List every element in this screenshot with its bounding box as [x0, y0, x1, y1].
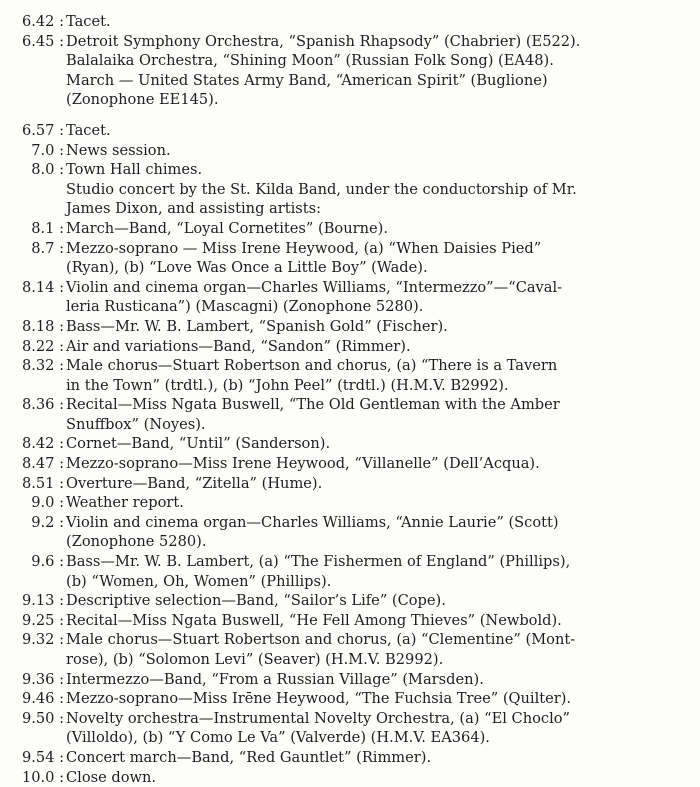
program-description: [66, 689, 690, 709]
program-entry: [0, 493, 690, 513]
program-line: (Villoldo), (b) “Y Como Le Va” (Valverde) (H.M.V. EA364).: [66, 729, 490, 747]
program-line: Town Hall chimes.: [66, 161, 203, 179]
program-entry: [0, 630, 690, 669]
program-description: [66, 12, 690, 32]
program-time: 7.0 :: [31, 141, 64, 159]
program-entry: [0, 278, 690, 317]
program-entry: [0, 219, 690, 239]
program-line: Concert march—Band, “Red Gauntlet” (Rimmer).: [66, 748, 432, 766]
program-entry: [0, 454, 690, 474]
program-entry: [0, 356, 690, 395]
program-entry: [0, 689, 690, 709]
program-time: 10.0 :: [21, 768, 64, 786]
program-description: [66, 611, 690, 631]
program-time: 9.50 :: [21, 709, 64, 727]
program-time: 8.7 :: [31, 239, 64, 257]
program-line: Tacet.: [66, 121, 111, 139]
program-entry: [0, 709, 690, 748]
program-time: 8.51 :: [21, 474, 64, 492]
program-line: March—Band, “Loyal Cornetites” (Bourne).: [66, 219, 388, 237]
program-line: in the Town” (trdtl.), (b) “John Peel” (trdtl.) (H.M.V. B2992).: [66, 376, 509, 394]
program-line: Tacet.: [66, 13, 111, 30]
program-line: Recital—Miss Ngata Buswell, “He Fell Among Thieves” (Newbold).: [66, 611, 562, 629]
program-time: 8.14 :: [21, 278, 64, 296]
program-description: [66, 160, 690, 219]
program-description: [66, 219, 690, 239]
program-line: Mezzo-soprano — Miss Irene Heywood, (a) “When Daisies Pied”: [66, 239, 542, 257]
program-line: March — United States Army Band, “American Spirit” (Buglione): [66, 71, 548, 89]
program-line: Male chorus—Stuart Robertson and chorus, (a) “There is a Tavern: [66, 357, 558, 375]
program-line: Air and variations—Band, “Sandon” (Rimmer).: [66, 337, 411, 355]
program-line: Detroit Symphony Orchestra, “Spanish Rhapsody” (Chabrier) (E522).: [66, 32, 581, 50]
program-description: [66, 337, 690, 357]
program-description: [66, 395, 690, 434]
program-line: James Dixon, and assisting artists:: [66, 200, 322, 218]
program-line: Intermezzo—Band, “From a Russian Village” (Marsden).: [66, 670, 484, 688]
program-line: (b) “Women, Oh, Women” (Phillips).: [66, 572, 332, 590]
program-line: Close down.: [66, 768, 157, 786]
program-line: Mezzo-soprano—Miss Irēne Heywood, “The Fuchsia Tree” (Quilter).: [66, 690, 572, 708]
program-time: 8.36 :: [21, 396, 64, 414]
program-line: Overture—Band, “Zitella” (Hume).: [66, 474, 323, 492]
program-line: Novelty orchestra—Instrumental Novelty Orchestra, (a) “El Choclo”: [66, 709, 570, 727]
program-line: Recital—Miss Ngata Buswell, “The Old Gentleman with the Amber: [66, 396, 560, 414]
program-time: 8.47 :: [21, 455, 64, 473]
program-entry: [0, 768, 690, 787]
program-line: Snuffbox” (Noyes).: [66, 415, 206, 433]
program-description: [66, 434, 690, 454]
program-line: Violin and cinema organ—Charles Williams, “Annie Laurie” (Scott): [66, 513, 559, 531]
program-description: [66, 513, 690, 552]
program-description: [66, 493, 690, 513]
program-line: Male chorus—Stuart Robertson and chorus, (a) “Clementine” (Mont-: [66, 631, 576, 649]
program-entry: [0, 32, 690, 110]
entry-spacer: [0, 110, 690, 121]
program-description: [66, 552, 690, 591]
program-time: 8.32 :: [21, 357, 64, 375]
program-time: 9.25 :: [21, 611, 64, 629]
program-entry: [0, 121, 690, 141]
program-description: [66, 278, 690, 317]
program-line: (Ryan), (b) “Love Was Once a Little Boy” (Wade).: [66, 259, 428, 277]
program-entry: [0, 748, 690, 768]
program-entry: [0, 160, 690, 219]
program-time: 9.6 :: [31, 553, 64, 571]
program-time: 8.0 :: [31, 161, 64, 179]
program-line: Cornet—Band, “Until” (Sanderson).: [66, 435, 331, 453]
program-time: 9.0 :: [31, 494, 64, 512]
program-time: 9.13 :: [21, 592, 64, 610]
program-line: News session.: [66, 141, 171, 159]
program-line: Bass—Mr. W. B. Lambert, “Spanish Gold” (Fischer).: [66, 317, 448, 335]
program-description: [66, 317, 690, 337]
program-description: [66, 591, 690, 611]
radio-program-listing: [0, 12, 690, 787]
program-description: [66, 32, 690, 110]
program-time: 8.22 :: [21, 337, 64, 355]
program-entry: [0, 591, 690, 611]
program-description: [66, 748, 690, 768]
program-time: 8.42 :: [21, 435, 64, 453]
program-description: [66, 768, 690, 787]
program-line: leria Rusticana”) (Mascagni) (Zonophone 5280).: [66, 298, 424, 316]
program-time: 6.57 :: [21, 121, 64, 139]
program-entry: [0, 337, 690, 357]
program-entry: [0, 552, 690, 591]
program-entry: [0, 395, 690, 434]
program-line: Balalaika Orchestra, “Shining Moon” (Russian Folk Song) (EA48).: [66, 52, 554, 70]
program-time: 6.42 :: [21, 13, 64, 30]
program-entry: [0, 12, 690, 32]
program-entry: [0, 317, 690, 337]
program-entry: [0, 474, 690, 494]
program-line: (Zonophone 5280).: [66, 533, 207, 551]
program-line: Mezzo-soprano—Miss Irene Heywood, “Villanelle” (Dell’Acqua).: [66, 455, 540, 473]
program-entry: [0, 513, 690, 552]
program-entry: [0, 141, 690, 161]
program-description: [66, 630, 690, 669]
program-entry: [0, 239, 690, 278]
program-description: [66, 121, 690, 141]
program-description: [66, 239, 690, 278]
program-line: (Zonophone EE145).: [66, 91, 219, 109]
program-line: Weather report.: [66, 494, 184, 512]
program-time: 9.2 :: [31, 513, 64, 531]
program-description: [66, 356, 690, 395]
program-time: 9.36 :: [21, 670, 64, 688]
program-description: [66, 670, 690, 690]
program-time: 6.45 :: [21, 32, 64, 50]
program-line: Violin and cinema organ—Charles Williams, “Intermezzo”—“Caval-: [66, 278, 563, 296]
program-line: Bass—Mr. W. B. Lambert, (a) “The Fishermen of England” (Phillips),: [66, 553, 571, 571]
program-entry: [0, 611, 690, 631]
program-description: [66, 709, 690, 748]
program-time: 9.32 :: [21, 631, 64, 649]
program-line: rose), (b) “Solomon Levi” (Seaver) (H.M.V. B2992).: [66, 651, 444, 668]
program-description: [66, 474, 690, 494]
program-time: 9.46 :: [21, 690, 64, 708]
program-time: 8.18 :: [21, 317, 64, 335]
program-description: [66, 454, 690, 474]
program-description: [66, 141, 690, 161]
program-line: Descriptive selection—Band, “Sailor’s Life” (Cope).: [66, 592, 446, 610]
program-line: Studio concert by the St. Kilda Band, under the conductorship of Mr.: [66, 180, 577, 198]
program-entry: [0, 434, 690, 454]
program-time: 8.1 :: [31, 219, 64, 237]
program-time: 9.54 :: [21, 748, 64, 766]
program-entry: [0, 670, 690, 690]
